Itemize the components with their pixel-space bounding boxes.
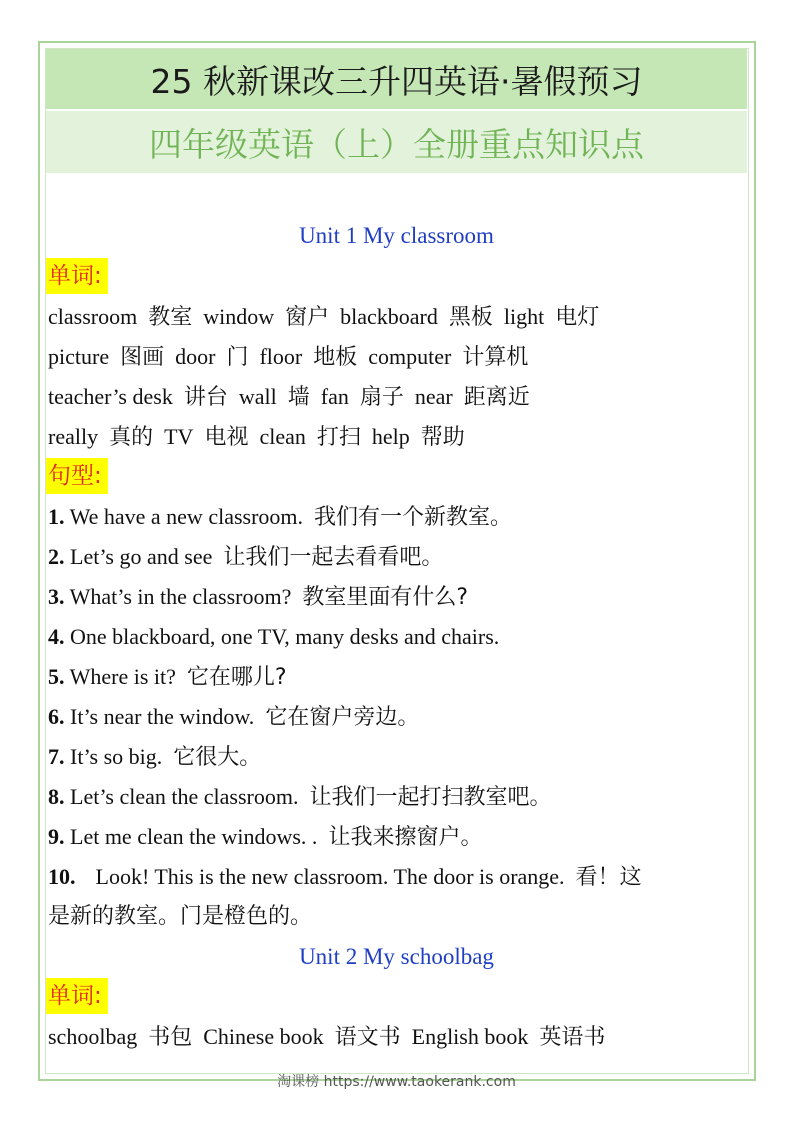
- vocab-english: really: [48, 424, 99, 449]
- sentence-english: It’s near the window.: [70, 704, 255, 729]
- vocab-english: window: [203, 304, 275, 329]
- sentence-number: 5.: [48, 664, 65, 689]
- sentence-number: 2.: [48, 544, 65, 569]
- vocab-english: TV: [164, 424, 194, 449]
- vocab-english: wall: [238, 384, 277, 409]
- sentence-line: [48, 657, 748, 697]
- vocab-english: schoolbag: [48, 1024, 138, 1049]
- sentence-number: 6.: [48, 704, 65, 729]
- sentence-line: [48, 577, 748, 617]
- sentences-tag-unit-1: 句型:: [46, 458, 108, 494]
- vocab-chinese: 英语书: [539, 1025, 606, 1050]
- vocab-chinese: 扇子: [359, 385, 404, 410]
- sentence-english: Let me clean the windows. .: [70, 824, 318, 849]
- sentence-english: One blackboard, one TV, many desks and chairs.: [70, 624, 500, 649]
- vocab-chinese: 黑板: [448, 305, 493, 330]
- sentence-chinese: 教室里面有什么?: [302, 585, 469, 610]
- unit-2-title: Unit 2 My schoolbag: [299, 944, 494, 969]
- vocab-chinese: 地板: [313, 345, 358, 370]
- vocab-chinese: 打扫: [316, 425, 361, 450]
- vocab-chinese: 讲台: [183, 385, 228, 410]
- sentence-line: [48, 537, 748, 577]
- vocab-chinese: 墙: [287, 385, 310, 410]
- sentence-english: Let’s clean the classroom.: [70, 784, 299, 809]
- vocab-line: [48, 377, 748, 417]
- sentence-number: 3.: [48, 584, 65, 609]
- vocab-english: light: [503, 304, 545, 329]
- vocab-chinese: 距离近: [463, 385, 530, 410]
- sentence-number: 1.: [48, 504, 65, 529]
- sentence-chinese: 我们有一个新教室。: [314, 505, 513, 530]
- vocab-chinese: 电视: [204, 425, 249, 450]
- vocab-chinese: 图画: [120, 345, 165, 370]
- sentence-line: [48, 497, 748, 537]
- sentence-10-continued: 是新的教室。门是橙色的。: [48, 904, 313, 929]
- vocab-line: [48, 297, 748, 337]
- vocab-chinese: 真的: [109, 425, 154, 450]
- sentence-chinese: 让我来擦窗户。: [328, 825, 483, 850]
- document-subtitle: 四年级英语（上）全册重点知识点: [46, 111, 747, 173]
- vocab-line: [48, 1017, 748, 1057]
- sentence-chinese: 它在窗户旁边。: [265, 705, 420, 730]
- words-tag-unit-2: 单词:: [46, 978, 108, 1014]
- sentence-line: [48, 777, 748, 817]
- vocab-english: English book: [411, 1024, 529, 1049]
- sentence-english: We have a new classroom.: [69, 504, 304, 529]
- vocab-english: computer: [368, 344, 452, 369]
- vocab-english: fan: [320, 384, 349, 409]
- sentence-number: 10.: [48, 864, 76, 889]
- sentence-chinese: 看！这: [575, 865, 642, 890]
- sentence-line: [48, 817, 748, 857]
- vocab-chinese: 窗户: [285, 305, 330, 330]
- vocab-chinese: 书包: [148, 1025, 193, 1050]
- vocab-english: clean: [259, 424, 306, 449]
- sentence-number: 9.: [48, 824, 65, 849]
- sentence-chinese: 让我们一起去看看吧。: [223, 545, 444, 570]
- words-tag-unit-1: 单词:: [46, 258, 108, 294]
- vocab-english: floor: [259, 344, 303, 369]
- sentence-chinese: 它很大。: [173, 745, 262, 770]
- document-title: 25 秋新课改三升四英语·暑假预习: [46, 49, 747, 109]
- sentence-chinese: 它在哪儿?: [186, 665, 287, 690]
- unit-1-title: Unit 1 My classroom: [299, 223, 494, 248]
- vocab-line: [48, 417, 748, 457]
- vocab-english: help: [371, 424, 410, 449]
- vocab-english: near: [414, 384, 453, 409]
- vocab-line: [48, 337, 748, 377]
- vocab-english: door: [175, 344, 216, 369]
- sentence-english: Look! This is the new classroom. The door is orange.: [95, 864, 565, 889]
- vocab-chinese: 帮助: [420, 425, 465, 450]
- vocab-english: classroom: [48, 304, 138, 329]
- vocab-english: teacher’s desk: [48, 384, 173, 409]
- sentence-english: Let’s go and see: [70, 544, 213, 569]
- vocab-chinese: 电灯: [555, 305, 600, 330]
- vocab-english: blackboard: [340, 304, 438, 329]
- sentence-english: Where is it?: [69, 664, 176, 689]
- sentence-line: [48, 737, 748, 777]
- sentence-number: 4.: [48, 624, 65, 649]
- sentence-line: [48, 617, 748, 657]
- sentence-chinese: 让我们一起打扫教室吧。: [309, 785, 552, 810]
- sentence-english: What’s in the classroom?: [69, 584, 292, 609]
- sentence-line: [48, 697, 748, 737]
- sentence-number: 7.: [48, 744, 65, 769]
- sentence-10: [48, 857, 748, 897]
- vocab-english: picture: [48, 344, 110, 369]
- vocab-chinese: 语文书: [334, 1025, 401, 1050]
- sentence-number: 8.: [48, 784, 65, 809]
- sentence-english: It’s so big.: [70, 744, 163, 769]
- vocab-english: Chinese book: [203, 1024, 324, 1049]
- vocab-chinese: 计算机: [462, 345, 529, 370]
- footer-watermark: 淘课榜 https://www.taokerank.com: [277, 1074, 516, 1090]
- vocab-chinese: 门: [226, 345, 249, 370]
- vocab-chinese: 教室: [148, 305, 193, 330]
